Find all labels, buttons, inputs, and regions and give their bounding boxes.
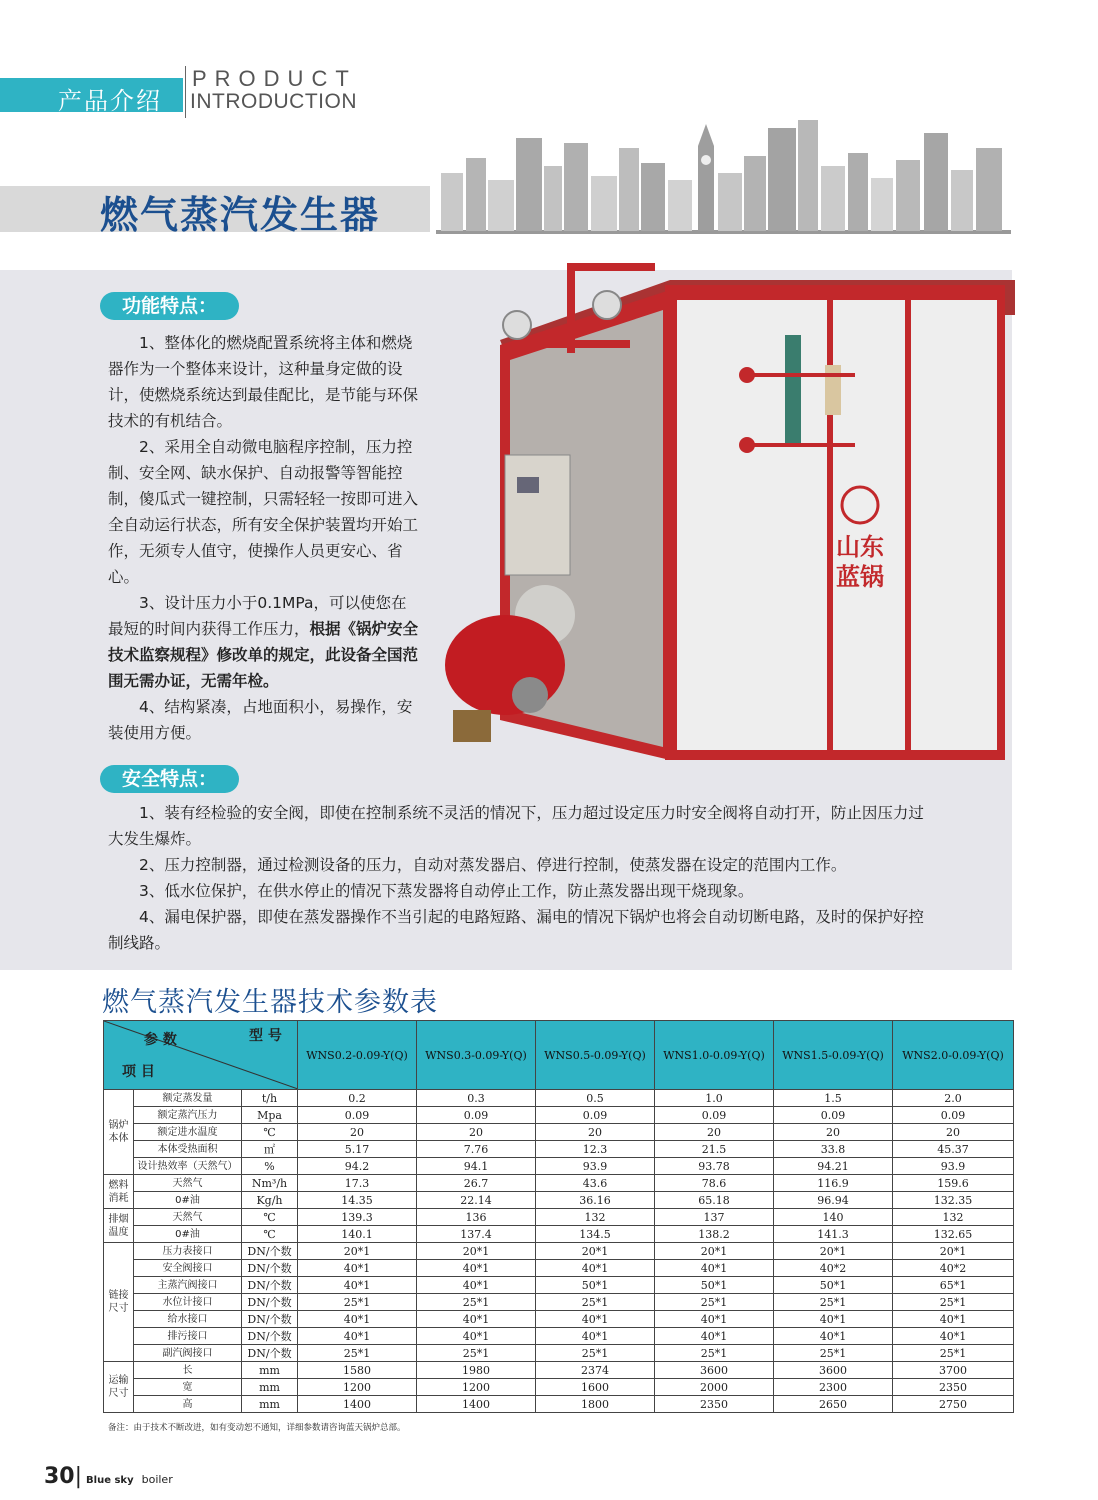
- row-unit: ℃: [242, 1124, 298, 1141]
- page-title: 燃气蒸汽发生器: [100, 193, 381, 237]
- value-cell: 0.5: [536, 1090, 655, 1107]
- value-cell: 132.65: [893, 1226, 1014, 1243]
- value-cell: 25*1: [417, 1345, 536, 1362]
- value-cell: 40*1: [298, 1328, 417, 1345]
- value-cell: 93.78: [655, 1158, 774, 1175]
- value-cell: 141.3: [774, 1226, 893, 1243]
- value-cell: 1800: [536, 1396, 655, 1413]
- value-cell: 25*1: [655, 1294, 774, 1311]
- value-cell: 50*1: [774, 1277, 893, 1294]
- group-label: 运输尺寸: [104, 1362, 134, 1413]
- safety-heading: 安全特点：: [100, 765, 239, 793]
- row-unit: DN/个数: [242, 1260, 298, 1277]
- spec-table-wrap: [103, 1020, 1013, 1413]
- section-title-cn: 产品介绍: [58, 87, 162, 115]
- model-header: WNS1.0-0.09-Y(Q): [655, 1021, 774, 1090]
- value-cell: 0.09: [774, 1107, 893, 1124]
- value-cell: 3600: [655, 1362, 774, 1379]
- table-row: [104, 1107, 1014, 1124]
- value-cell: 20*1: [298, 1243, 417, 1260]
- page-footer: 30| Blue sky boiler: [44, 1464, 173, 1489]
- row-unit: mm: [242, 1396, 298, 1413]
- value-cell: 2.0: [893, 1090, 1014, 1107]
- group-label: 燃料消耗: [104, 1175, 134, 1209]
- value-cell: 40*1: [298, 1277, 417, 1294]
- value-cell: 20*1: [417, 1243, 536, 1260]
- value-cell: 12.3: [536, 1141, 655, 1158]
- value-cell: 0.09: [298, 1107, 417, 1124]
- value-cell: 17.3: [298, 1175, 417, 1192]
- row-unit: DN/个数: [242, 1243, 298, 1260]
- feature-3-text: 3、设计压力小于0.1MPa，可以使您在最短的时间内获得工作压力，: [108, 594, 407, 638]
- value-cell: 20: [417, 1124, 536, 1141]
- value-cell: 43.6: [536, 1175, 655, 1192]
- value-cell: 40*1: [655, 1311, 774, 1328]
- value-cell: 137.4: [417, 1226, 536, 1243]
- value-cell: 5.17: [298, 1141, 417, 1158]
- value-cell: 20: [536, 1124, 655, 1141]
- table-row: [104, 1294, 1014, 1311]
- value-cell: 137: [655, 1209, 774, 1226]
- row-unit: t/h: [242, 1090, 298, 1107]
- value-cell: 40*1: [655, 1328, 774, 1345]
- value-cell: 2350: [655, 1396, 774, 1413]
- safety-paragraph-2: 2、压力控制器，通过检测设备的压力，自动对蒸发器启、停进行控制，使蒸发器在设定的范围内工作。: [139, 856, 847, 874]
- value-cell: 1580: [298, 1362, 417, 1379]
- safety-paragraph-4: 4、漏电保护器，即使在蒸发器操作不当引起的电路短路、漏电的情况下锅炉也将会自动切断电路，及时的保护好控制线路。: [108, 908, 924, 952]
- table-row: [104, 1243, 1014, 1260]
- value-cell: 140: [774, 1209, 893, 1226]
- row-item: 安全阀接口: [134, 1260, 242, 1277]
- row-unit: DN/个数: [242, 1311, 298, 1328]
- value-cell: 1200: [417, 1379, 536, 1396]
- header-divider: [185, 66, 186, 118]
- corner-model-label: 型 号: [249, 1028, 282, 1044]
- value-cell: 25*1: [536, 1345, 655, 1362]
- value-cell: 1980: [417, 1362, 536, 1379]
- value-cell: 0.09: [893, 1107, 1014, 1124]
- feature-paragraph-4: 4、结构紧凑，占地面积小，易操作，安装使用方便。: [108, 698, 413, 742]
- value-cell: 22.14: [417, 1192, 536, 1209]
- value-cell: 159.6: [893, 1175, 1014, 1192]
- value-cell: 0.09: [655, 1107, 774, 1124]
- value-cell: 26.7: [417, 1175, 536, 1192]
- value-cell: 138.2: [655, 1226, 774, 1243]
- value-cell: 1400: [417, 1396, 536, 1413]
- row-item: 宽: [134, 1379, 242, 1396]
- value-cell: 40*1: [774, 1311, 893, 1328]
- value-cell: 0.09: [417, 1107, 536, 1124]
- value-cell: 1.0: [655, 1090, 774, 1107]
- value-cell: 40*1: [536, 1311, 655, 1328]
- table-row: [104, 1090, 1014, 1107]
- table-row: [104, 1158, 1014, 1175]
- value-cell: 25*1: [536, 1294, 655, 1311]
- row-item: 压力表接口: [134, 1243, 242, 1260]
- value-cell: 0.2: [298, 1090, 417, 1107]
- value-cell: 25*1: [893, 1294, 1014, 1311]
- row-unit: Mpa: [242, 1107, 298, 1124]
- table-row: [104, 1345, 1014, 1362]
- feature-3-bold: 根据《锅炉安全技术监察规程》修改单的规定，此设备全国范围无需办证，无需年检。: [108, 620, 419, 690]
- corner-item-label: 项 目: [122, 1064, 155, 1080]
- value-cell: 65*1: [893, 1277, 1014, 1294]
- value-cell: 40*1: [298, 1311, 417, 1328]
- table-corner-cell: [104, 1021, 298, 1090]
- row-item: 额定蒸发量: [134, 1090, 242, 1107]
- table-row: [104, 1311, 1014, 1328]
- value-cell: 36.16: [536, 1192, 655, 1209]
- row-item: 天然气: [134, 1209, 242, 1226]
- spec-table-header-row: [104, 1021, 1014, 1090]
- table-row: [104, 1209, 1014, 1226]
- row-item: 副汽阀接口: [134, 1345, 242, 1362]
- value-cell: 40*1: [536, 1260, 655, 1277]
- section-title-en-2: INTRODUCTION: [190, 90, 357, 113]
- row-unit: mm: [242, 1379, 298, 1396]
- section-title-en-1: PRODUCT: [192, 66, 357, 91]
- value-cell: 40*2: [893, 1260, 1014, 1277]
- row-item: 高: [134, 1396, 242, 1413]
- value-cell: 7.76: [417, 1141, 536, 1158]
- value-cell: 132.35: [893, 1192, 1014, 1209]
- city-skyline-image: [436, 118, 1011, 234]
- value-cell: 40*1: [893, 1328, 1014, 1345]
- table-row: [104, 1175, 1014, 1192]
- page-number: 30: [44, 1464, 75, 1489]
- row-unit: Nm³/h: [242, 1175, 298, 1192]
- value-cell: 14.35: [298, 1192, 417, 1209]
- boiler-product-image: [435, 255, 1015, 765]
- value-cell: 93.9: [893, 1158, 1014, 1175]
- value-cell: 65.18: [655, 1192, 774, 1209]
- safety-paragraph-1: 1、装有经检验的安全阀，即使在控制系统不灵活的情况下，压力超过设定压力时安全阀将自动打开，防止因压力过大发生爆炸。: [108, 804, 924, 848]
- row-item: 本体受热面积: [134, 1141, 242, 1158]
- value-cell: 40*1: [417, 1260, 536, 1277]
- value-cell: 20*1: [536, 1243, 655, 1260]
- feature-paragraph-2: 2、采用全自动微电脑程序控制，压力控制、安全网、缺水保护、自动报警等智能控制，傻瓜式一键控制，只需轻轻一按即可进入全自动运行状态，所有安全保护装置均开始工作，无须专人值守，使操作人员更安心、省心。: [108, 438, 419, 586]
- table-row: [104, 1277, 1014, 1294]
- feature-paragraph-3: [108, 590, 420, 694]
- row-item: 0#油: [134, 1226, 242, 1243]
- row-item: 给水接口: [134, 1311, 242, 1328]
- model-header: WNS1.5-0.09-Y(Q): [774, 1021, 893, 1090]
- value-cell: 132: [893, 1209, 1014, 1226]
- value-cell: 20*1: [893, 1243, 1014, 1260]
- row-unit: DN/个数: [242, 1328, 298, 1345]
- table-row: [104, 1396, 1014, 1413]
- feature-paragraph-1: 1、整体化的燃烧配置系统将主体和燃烧器作为一个整体来设计，这种量身定做的设计，使燃烧系统达到最佳配比，是节能与环保技术的有机结合。: [108, 334, 419, 430]
- value-cell: 20*1: [774, 1243, 893, 1260]
- safety-paragraph-3: 3、低水位保护，在供水停止的情况下蒸发器将自动停止工作，防止蒸发器出现干烧现象。: [139, 882, 754, 900]
- table-row: [104, 1379, 1014, 1396]
- row-item: 水位计接口: [134, 1294, 242, 1311]
- value-cell: 20: [298, 1124, 417, 1141]
- value-cell: 20: [655, 1124, 774, 1141]
- table-row: [104, 1226, 1014, 1243]
- table-row: [104, 1260, 1014, 1277]
- table-row: [104, 1328, 1014, 1345]
- value-cell: 2650: [774, 1396, 893, 1413]
- model-header: WNS0.5-0.09-Y(Q): [536, 1021, 655, 1090]
- row-item: 额定蒸汽压力: [134, 1107, 242, 1124]
- value-cell: 45.37: [893, 1141, 1014, 1158]
- row-item: 主蒸汽阀接口: [134, 1277, 242, 1294]
- value-cell: 2000: [655, 1379, 774, 1396]
- row-unit: Kg/h: [242, 1192, 298, 1209]
- value-cell: 40*1: [536, 1328, 655, 1345]
- boiler-logo-line1: 山东: [836, 533, 884, 561]
- value-cell: 132: [536, 1209, 655, 1226]
- value-cell: 96.94: [774, 1192, 893, 1209]
- value-cell: 3700: [893, 1362, 1014, 1379]
- value-cell: 78.6: [655, 1175, 774, 1192]
- value-cell: 134.5: [536, 1226, 655, 1243]
- row-item: 长: [134, 1362, 242, 1379]
- value-cell: 0.3: [417, 1090, 536, 1107]
- row-unit: DN/个数: [242, 1345, 298, 1362]
- value-cell: 40*1: [298, 1260, 417, 1277]
- table-note: 备注：由于技术不断改进，如有变动恕不通知，详细参数请咨询蓝天锅炉总部。: [108, 1423, 406, 1433]
- value-cell: 25*1: [298, 1294, 417, 1311]
- footer-brand-1: Blue sky: [86, 1475, 134, 1486]
- row-unit: ㎡: [242, 1141, 298, 1158]
- value-cell: 139.3: [298, 1209, 417, 1226]
- value-cell: 140.1: [298, 1226, 417, 1243]
- row-item: 排污接口: [134, 1328, 242, 1345]
- value-cell: 94.1: [417, 1158, 536, 1175]
- value-cell: 40*1: [417, 1311, 536, 1328]
- row-unit: mm: [242, 1362, 298, 1379]
- features-text: [108, 330, 420, 746]
- value-cell: 50*1: [655, 1277, 774, 1294]
- group-label: 链接尺寸: [104, 1243, 134, 1362]
- value-cell: 21.5: [655, 1141, 774, 1158]
- value-cell: 25*1: [893, 1345, 1014, 1362]
- table-row: [104, 1124, 1014, 1141]
- value-cell: 40*1: [417, 1328, 536, 1345]
- value-cell: 94.21: [774, 1158, 893, 1175]
- table-row: [104, 1192, 1014, 1209]
- table-row: [104, 1141, 1014, 1158]
- spec-table: [103, 1020, 1014, 1413]
- value-cell: 2300: [774, 1379, 893, 1396]
- value-cell: 116.9: [774, 1175, 893, 1192]
- row-unit: %: [242, 1158, 298, 1175]
- row-item: 额定进水温度: [134, 1124, 242, 1141]
- value-cell: 2750: [893, 1396, 1014, 1413]
- value-cell: 93.9: [536, 1158, 655, 1175]
- value-cell: 40*1: [417, 1277, 536, 1294]
- row-item: 设计热效率（天然气）: [134, 1158, 242, 1175]
- value-cell: 40*1: [774, 1328, 893, 1345]
- model-header: WNS2.0-0.09-Y(Q): [893, 1021, 1014, 1090]
- row-item: 0#油: [134, 1192, 242, 1209]
- model-header: WNS0.3-0.09-Y(Q): [417, 1021, 536, 1090]
- row-item: 天然气: [134, 1175, 242, 1192]
- value-cell: 1.5: [774, 1090, 893, 1107]
- value-cell: 20*1: [655, 1243, 774, 1260]
- value-cell: 94.2: [298, 1158, 417, 1175]
- table-row: [104, 1362, 1014, 1379]
- value-cell: 1200: [298, 1379, 417, 1396]
- corner-param-label: 参 数: [144, 1032, 177, 1048]
- value-cell: 20: [893, 1124, 1014, 1141]
- value-cell: 25*1: [655, 1345, 774, 1362]
- value-cell: 0.09: [536, 1107, 655, 1124]
- value-cell: 50*1: [536, 1277, 655, 1294]
- value-cell: 2374: [536, 1362, 655, 1379]
- model-header: WNS0.2-0.09-Y(Q): [298, 1021, 417, 1090]
- group-label: 锅炉本体: [104, 1090, 134, 1175]
- row-unit: ℃: [242, 1226, 298, 1243]
- value-cell: 25*1: [417, 1294, 536, 1311]
- group-label: 排烟温度: [104, 1209, 134, 1243]
- value-cell: 1600: [536, 1379, 655, 1396]
- value-cell: 136: [417, 1209, 536, 1226]
- value-cell: 25*1: [774, 1345, 893, 1362]
- row-unit: DN/个数: [242, 1277, 298, 1294]
- value-cell: 2350: [893, 1379, 1014, 1396]
- spec-table-body: [104, 1090, 1014, 1413]
- safety-text: [108, 800, 928, 956]
- value-cell: 1400: [298, 1396, 417, 1413]
- value-cell: 25*1: [298, 1345, 417, 1362]
- value-cell: 40*1: [893, 1311, 1014, 1328]
- row-unit: ℃: [242, 1209, 298, 1226]
- value-cell: 20: [774, 1124, 893, 1141]
- footer-brand-2: boiler: [141, 1473, 173, 1486]
- value-cell: 40*2: [774, 1260, 893, 1277]
- value-cell: 3600: [774, 1362, 893, 1379]
- spec-table-title: 燃气蒸汽发生器技术参数表: [102, 987, 438, 1018]
- value-cell: 33.8: [774, 1141, 893, 1158]
- row-unit: DN/个数: [242, 1294, 298, 1311]
- features-heading: 功能特点：: [100, 292, 239, 320]
- value-cell: 25*1: [774, 1294, 893, 1311]
- value-cell: 40*1: [655, 1260, 774, 1277]
- boiler-logo-line2: 蓝锅: [836, 563, 884, 591]
